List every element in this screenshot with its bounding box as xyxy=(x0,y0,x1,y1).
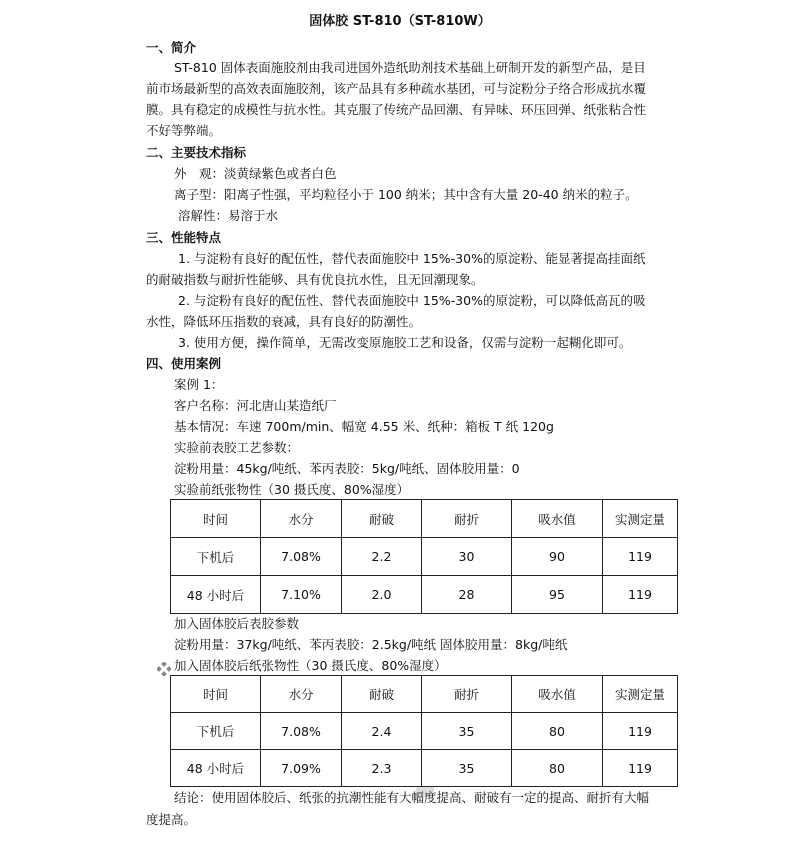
spec-solubility: 溶解性：易溶于水 xyxy=(178,208,279,223)
header-cell: 水分 xyxy=(261,676,342,713)
feature-line: 的耐破指数与耐折性能够、具有优良抗水性，且无回潮现象。 xyxy=(146,272,484,287)
table-cell: 119 xyxy=(603,576,678,614)
table-row xyxy=(171,713,678,750)
before-properties-table xyxy=(170,499,678,614)
after-table-title: 加入固体胶后纸张物性（30 摄氏度、80%湿度） xyxy=(174,658,447,673)
after-params: 淀粉用量：37kg/吨纸、苯丙表胶：2.5kg/吨纸 固体胶用量：8kg/吨纸 xyxy=(174,637,568,652)
feature-line: 2. 与淀粉有良好的配伍性、替代表面施胶中 15%-30%的原淀粉，可以降低高瓦的吸 xyxy=(178,293,646,308)
table-cell: 下机后 xyxy=(171,538,261,576)
table-cell: 2.4 xyxy=(342,713,422,750)
section-heading-intro: 一、简介 xyxy=(146,40,197,55)
table-row xyxy=(171,538,678,576)
header-cell: 吸水值 xyxy=(512,500,603,538)
after-params-title: 加入固体胶后表胶参数 xyxy=(174,616,300,631)
header-cell: 耐破 xyxy=(342,500,422,538)
conclusion-line: 度提高。 xyxy=(146,812,197,827)
table-cell: 80 xyxy=(512,750,603,787)
case-before-params: 淀粉用量：45kg/吨纸、苯丙表胶：5kg/吨纸、固体胶用量：0 xyxy=(174,461,520,476)
feature-line: 1. 与淀粉有良好的配伍性，替代表面施胶中 15%-30%的原淀粉、能显著提高挂面纸 xyxy=(178,251,646,266)
move-icon[interactable] xyxy=(157,662,171,676)
table-cell: 119 xyxy=(603,713,678,750)
table-cell: 95 xyxy=(512,576,603,614)
paragraph-line: ST-810 固体表面施胶剂由我司进国外造纸助剂技术基础上研制开发的新型产品，是目 xyxy=(174,60,646,75)
table-header-row xyxy=(171,676,678,713)
table-row xyxy=(171,750,678,787)
table-cell: 2.2 xyxy=(342,538,422,576)
header-cell: 吸水值 xyxy=(512,676,603,713)
table-cell: 48 小时后 xyxy=(171,576,261,614)
header-cell: 水分 xyxy=(261,500,342,538)
table-cell: 90 xyxy=(512,538,603,576)
case-before-params-title: 实验前表胶工艺参数： xyxy=(174,440,300,455)
section-heading-features: 三、性能特点 xyxy=(146,230,222,245)
spec-ionic-type: 离子型：阳离子性强，平均粒径小于 100 纳米；其中含有大量 20-40 纳米的粒子。 xyxy=(174,187,638,202)
case-customer: 客户名称：河北唐山某造纸厂 xyxy=(174,398,337,413)
section-heading-cases: 四、使用案例 xyxy=(146,356,222,371)
table-cell: 下机后 xyxy=(171,713,261,750)
table-cell: 30 xyxy=(422,538,512,576)
header-cell: 耐破 xyxy=(342,676,422,713)
table-cell: 2.3 xyxy=(342,750,422,787)
document-title: 固体胶 ST-810（ST-810W） xyxy=(309,14,491,29)
after-properties-table xyxy=(170,675,678,787)
header-cell: 实测定量 xyxy=(603,676,678,713)
spec-appearance: 外 观：淡黄绿紫色或者白色 xyxy=(174,166,337,181)
paragraph-line: 前市场最新型的高效表面施胶剂，该产品具有多种疏水基团，可与淀粉分子络合形成抗水覆 xyxy=(146,81,647,96)
paragraph-line: 膜。具有稳定的成模性与抗水性。其克服了传统产品回潮、有异味、环压回弹、纸张粘合性 xyxy=(146,102,647,117)
header-cell: 耐折 xyxy=(422,500,512,538)
header-cell: 耐折 xyxy=(422,676,512,713)
feature-line: 水性，降低环压指数的衰减，具有良好的防潮性。 xyxy=(146,314,422,329)
header-cell: 时间 xyxy=(171,500,261,538)
before-table-title: 实验前纸张物性（30 摄氏度、80%湿度） xyxy=(174,482,410,497)
table-row xyxy=(171,576,678,614)
table-cell: 80 xyxy=(512,713,603,750)
header-cell: 实测定量 xyxy=(603,500,678,538)
case-basic-info: 基本情况：车速 700m/min、幅宽 4.55 米、纸种：箱板 T 纸 120g xyxy=(174,419,554,434)
table-cell: 35 xyxy=(422,713,512,750)
table-header-row xyxy=(171,500,678,538)
section-heading-specs: 二、主要技术指标 xyxy=(146,145,247,160)
table-cell: 119 xyxy=(603,750,678,787)
paragraph-line: 不好等弊端。 xyxy=(146,123,222,138)
table-cell: 28 xyxy=(422,576,512,614)
conclusion-line: 结论：使用固体胶后、纸张的抗潮性能有大幅度提高、耐破有一定的提高、耐折有大幅 xyxy=(174,790,650,805)
table-cell: 7.08% xyxy=(261,713,342,750)
table-cell: 35 xyxy=(422,750,512,787)
table-cell: 7.08% xyxy=(261,538,342,576)
header-cell: 时间 xyxy=(171,676,261,713)
case-title: 案例 1： xyxy=(174,377,224,392)
table-cell: 7.10% xyxy=(261,576,342,614)
table-cell: 2.0 xyxy=(342,576,422,614)
table-cell: 48 小时后 xyxy=(171,750,261,787)
table-cell: 119 xyxy=(603,538,678,576)
feature-line: 3. 使用方便，操作简单，无需改变原施胶工艺和设备，仅需与淀粉一起糊化即可。 xyxy=(178,335,632,350)
table-cell: 7.09% xyxy=(261,750,342,787)
